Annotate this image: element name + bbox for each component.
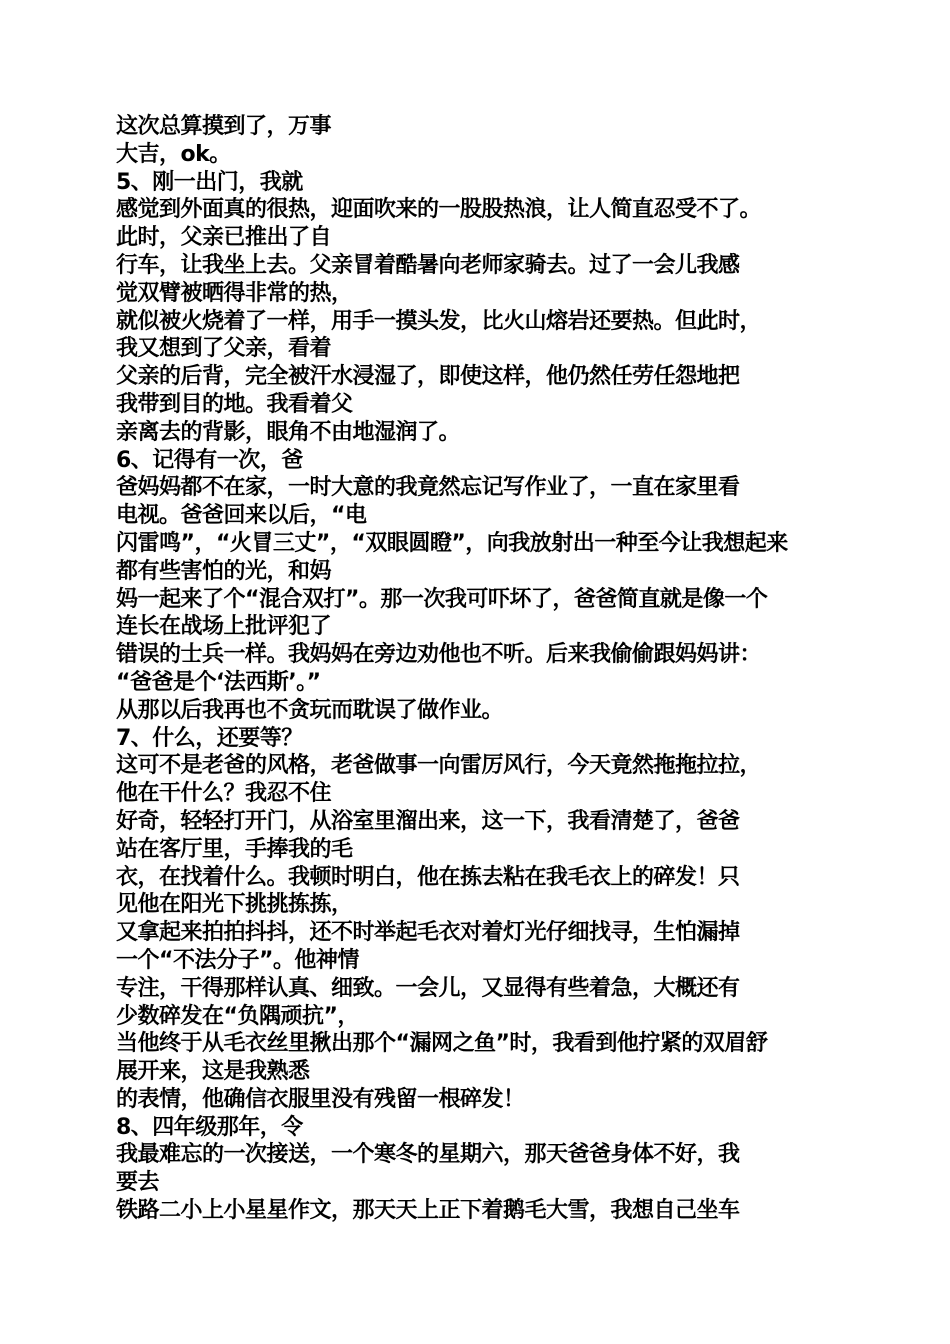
text-line: 他在干什么？我忍不住 (116, 781, 332, 807)
text-line: 感觉到外面真的很热，迎面吹来的一股股热浪，让人简直忍受不了。 (116, 197, 762, 223)
text-line: 好奇，轻轻打开门，从浴室里溜出来，这一下，我看清楚了，爸爸 (116, 808, 740, 834)
text-line: 就似被火烧着了一样，用手一摸头发，比火山熔岩还要热。但此时， (116, 308, 762, 334)
text-line: 衣，在找着什么。我顿时明白，他在拣去粘在我毛衣上的碎发！只 (116, 864, 740, 890)
text-line: 展开来，这是我熟悉 (116, 1059, 310, 1085)
text-line: 一个“不法分子”。他神情 (116, 947, 359, 973)
text-line: 少数碎发在“负隅顽抗”， (116, 1003, 359, 1029)
text-line: 我带到目的地。我看着父 (116, 391, 353, 417)
text-line: 这次总算摸到了，万事 (116, 114, 332, 139)
text-line: 6、记得有一次，爸 (116, 447, 303, 473)
body-text (116, 113, 846, 1225)
text-line: “爸爸是个‘法西斯’。” (116, 669, 321, 695)
text-line: 觉双臂被晒得非常的热， (116, 280, 353, 306)
text-line: 又拿起来拍拍抖抖，还不时举起毛衣对着灯光仔细找寻，生怕漏掉 (116, 920, 740, 946)
text-line: 的表情，他确信衣服里没有残留一根碎发！ (116, 1086, 525, 1112)
text-line: 要去 (116, 1170, 160, 1196)
text-line: 见他在阳光下挑挑拣拣， (116, 892, 353, 918)
text-line: 8、四年级那年，令 (116, 1114, 303, 1140)
text-line: 电视。爸爸回来以后，“电 (116, 503, 367, 529)
text-line: 父亲的后背，完全被汗水浸湿了，即使这样，他仍然任劳任怨地把 (116, 364, 740, 390)
text-line: 我最难忘的一次接送，一个寒冬的星期六，那天爸爸身体不好，我 (116, 1142, 740, 1168)
text-line: 这可不是老爸的风格，老爸做事一向雷厉风行，今天竟然拖拖拉拉， (116, 753, 762, 779)
text-line: 爸妈妈都不在家，一时大意的我竟然忘记写作业了，一直在家里看 (116, 475, 740, 501)
text-line: 亲离去的背影，眼角不由地湿润了。 (116, 419, 461, 445)
text-line: 妈一起来了个“混合双打”。那一次我可吓坏了，爸爸简直就是像一个 (116, 586, 768, 612)
text-line: 都有些害怕的光，和妈 (116, 558, 332, 584)
text-line: 错误的士兵一样。我妈妈在旁边劝他也不听。后来我偷偷跟妈妈讲： (116, 642, 762, 668)
text-line: 专注，干得那样认真、细致。一会儿，又显得有些着急，大概还有 (116, 975, 740, 1001)
text-line: 7、什么，还要等？ (116, 725, 303, 751)
text-line: 我又想到了父亲，看着 (116, 336, 332, 362)
text-line: 5、刚一出门，我就 (116, 169, 303, 195)
text-line: 铁路二小上小星星作文，那天天上正下着鹅毛大雪，我想自己坐车 (116, 1198, 740, 1224)
text-line: 连长在战场上批评犯了 (116, 614, 332, 640)
text-line: 站在客厅里，手捧我的毛 (116, 836, 353, 862)
text-line: 行车，让我坐上去。父亲冒着酷暑向老师家骑去。过了一会儿我感 (116, 252, 740, 278)
text-line: 大吉，ok。 (116, 141, 231, 167)
text-line: 闪雷鸣”，“火冒三丈”，“双眼圆瞪”，向我放射出一种至今让我想起来 (116, 530, 788, 556)
text-line: 此时，父亲已推出了自 (116, 225, 332, 251)
text-line: 从那以后我再也不贪玩而耽误了做作业。 (116, 697, 504, 723)
text-line: 当他终于从毛衣丝里揪出那个“漏网之鱼”时，我看到他拧紧的双眉舒 (116, 1031, 768, 1057)
